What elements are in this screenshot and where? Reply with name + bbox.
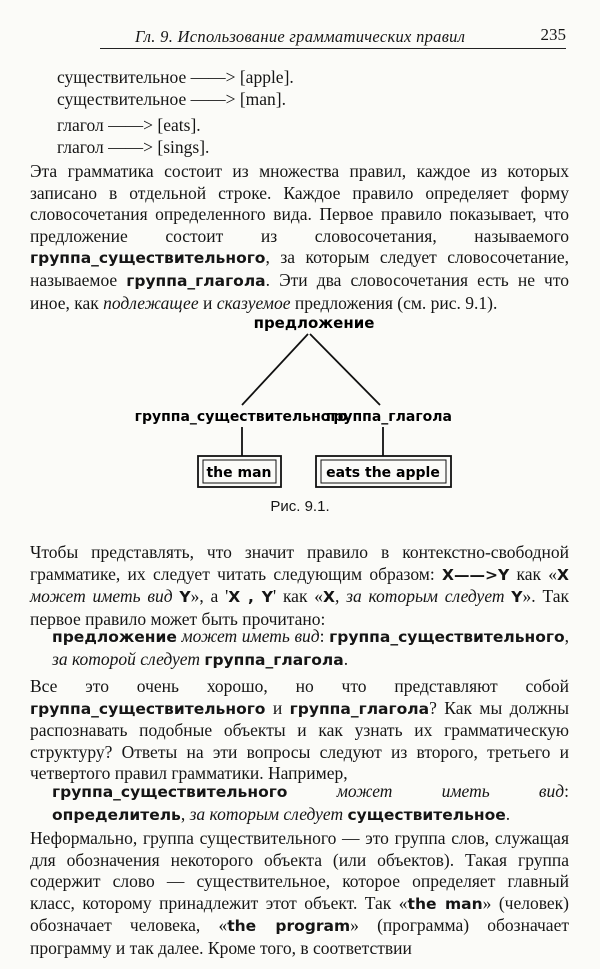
term-bold: группа_существительного — [30, 699, 266, 718]
text-run: , — [564, 626, 569, 646]
text-run: : — [319, 626, 330, 646]
term-bold: X——>Y — [442, 565, 510, 584]
rule-line: глагол ——> [eats]. — [57, 115, 201, 135]
running-header — [100, 24, 566, 49]
text-run: , — [180, 803, 190, 824]
text-italic: сказуемое — [216, 292, 291, 313]
text-run: как « — [509, 563, 558, 584]
rule-line: глагол ——> [sings]. — [57, 137, 210, 157]
text-italic: , за которым следует — [334, 586, 512, 607]
text-run: » (человек) обозначает человека, « — [30, 892, 569, 936]
term-bold: предложение — [52, 628, 177, 646]
tree-node-right: группа_глагола — [326, 409, 452, 425]
term-bold: группа_глагола — [289, 699, 430, 718]
text-run: : — [564, 781, 569, 801]
figure-caption: Рис. 9.1. — [270, 498, 330, 515]
text-run: ? Как мы должны распознавать подобные объекты и как узнать их грамматическую структуру? Ответы на эти вопросы следуют из второго, третьего и четвертого правил грамматики. Например, — [30, 697, 569, 784]
page-number: 235 — [540, 25, 566, 44]
tree-leaf-right: eats the apple — [326, 465, 440, 481]
term-bold: X , Y — [228, 588, 273, 607]
text-run: » (программа) обозначает программу и так далее. Кроме того, в соответствии — [30, 915, 569, 958]
term-bold: группа_существительного — [52, 783, 288, 801]
text-run: , за которым следует словосочетание, называемое — [30, 247, 569, 290]
tree-node-left: группа_существительного — [134, 409, 348, 425]
term-bold: группа_существительного — [30, 249, 266, 268]
term-bold: группа_глагола — [126, 271, 266, 290]
text-italic: подлежащее — [103, 292, 199, 313]
tree-leaf-left: the man — [206, 465, 272, 481]
text-run: Все это очень хорошо, но что представляют собой — [30, 676, 569, 696]
term-bold: Y — [511, 588, 523, 607]
term-bold: существительное — [347, 805, 506, 824]
term-bold: the program — [227, 917, 351, 936]
text-run: Чтобы представлять, что значит правило в контекстно-свободной грамматике, их следует читать следующим образом: — [30, 542, 569, 584]
term-bold: the man — [407, 894, 483, 913]
paragraph-grammar — [30, 161, 569, 314]
paragraph-reading — [30, 542, 569, 630]
text-run: и — [198, 292, 217, 313]
text-italic: может иметь вид — [30, 586, 180, 607]
term-bold: группа_существительного — [329, 628, 565, 646]
text-italic: может иметь вид — [176, 626, 320, 646]
text-italic: может иметь вид — [287, 781, 565, 801]
parse-tree-figure — [0, 305, 600, 530]
chapter-title: Гл. 9. Использование грамматических правил — [135, 27, 466, 46]
text-run: Эта грамматика состоит из множества правил, каждое из которых записано в отдельной строке. Каждое правило определяет форму словосочетания определенного вида. Первое правило показывает, что предложение состоит из словосочетания, называемого — [30, 161, 569, 246]
term-bold: X — [323, 588, 335, 607]
term-bold: X — [557, 565, 569, 584]
term-bold: определитель — [52, 805, 181, 824]
text-run: . — [343, 648, 349, 669]
text-run: и — [265, 697, 290, 718]
tree-edge — [310, 334, 380, 405]
text-run: ». Так первое правило может быть прочитано: — [30, 586, 569, 629]
text-run: . — [505, 803, 511, 824]
paragraph-questions — [30, 676, 569, 785]
parse-tree-svg — [0, 305, 600, 530]
text-run: предложения (см. рис. 9.1). — [290, 292, 498, 313]
text-italic: за которым следует — [189, 803, 344, 824]
text-italic: за которой следует — [52, 648, 200, 669]
rule-line: существительное ——> [man]. — [57, 89, 287, 109]
text-run: Неформально, группа существительного — это группа слов, служащая для обозначения некоторого объекта (или объектов). Такая группа содержит слово — существительное, которое определяет главный класс, которому принадлежит этот объект. Так « — [30, 828, 569, 913]
rule-reading-noun-group — [52, 781, 569, 826]
tree-root-label: предложение — [253, 314, 375, 332]
rule-line: существительное ——> [apple]. — [57, 67, 294, 87]
tree-edge — [242, 334, 308, 405]
term-bold: группа_глагола — [204, 650, 344, 669]
rule-reading-sentence — [52, 626, 569, 671]
text-run: », а ' — [190, 586, 229, 607]
term-bold: Y — [179, 588, 191, 607]
paragraph-informal — [30, 828, 569, 960]
text-run: . Эти два словосочетания есть не что иное, как — [30, 269, 569, 313]
text-run: ' как « — [272, 586, 324, 607]
